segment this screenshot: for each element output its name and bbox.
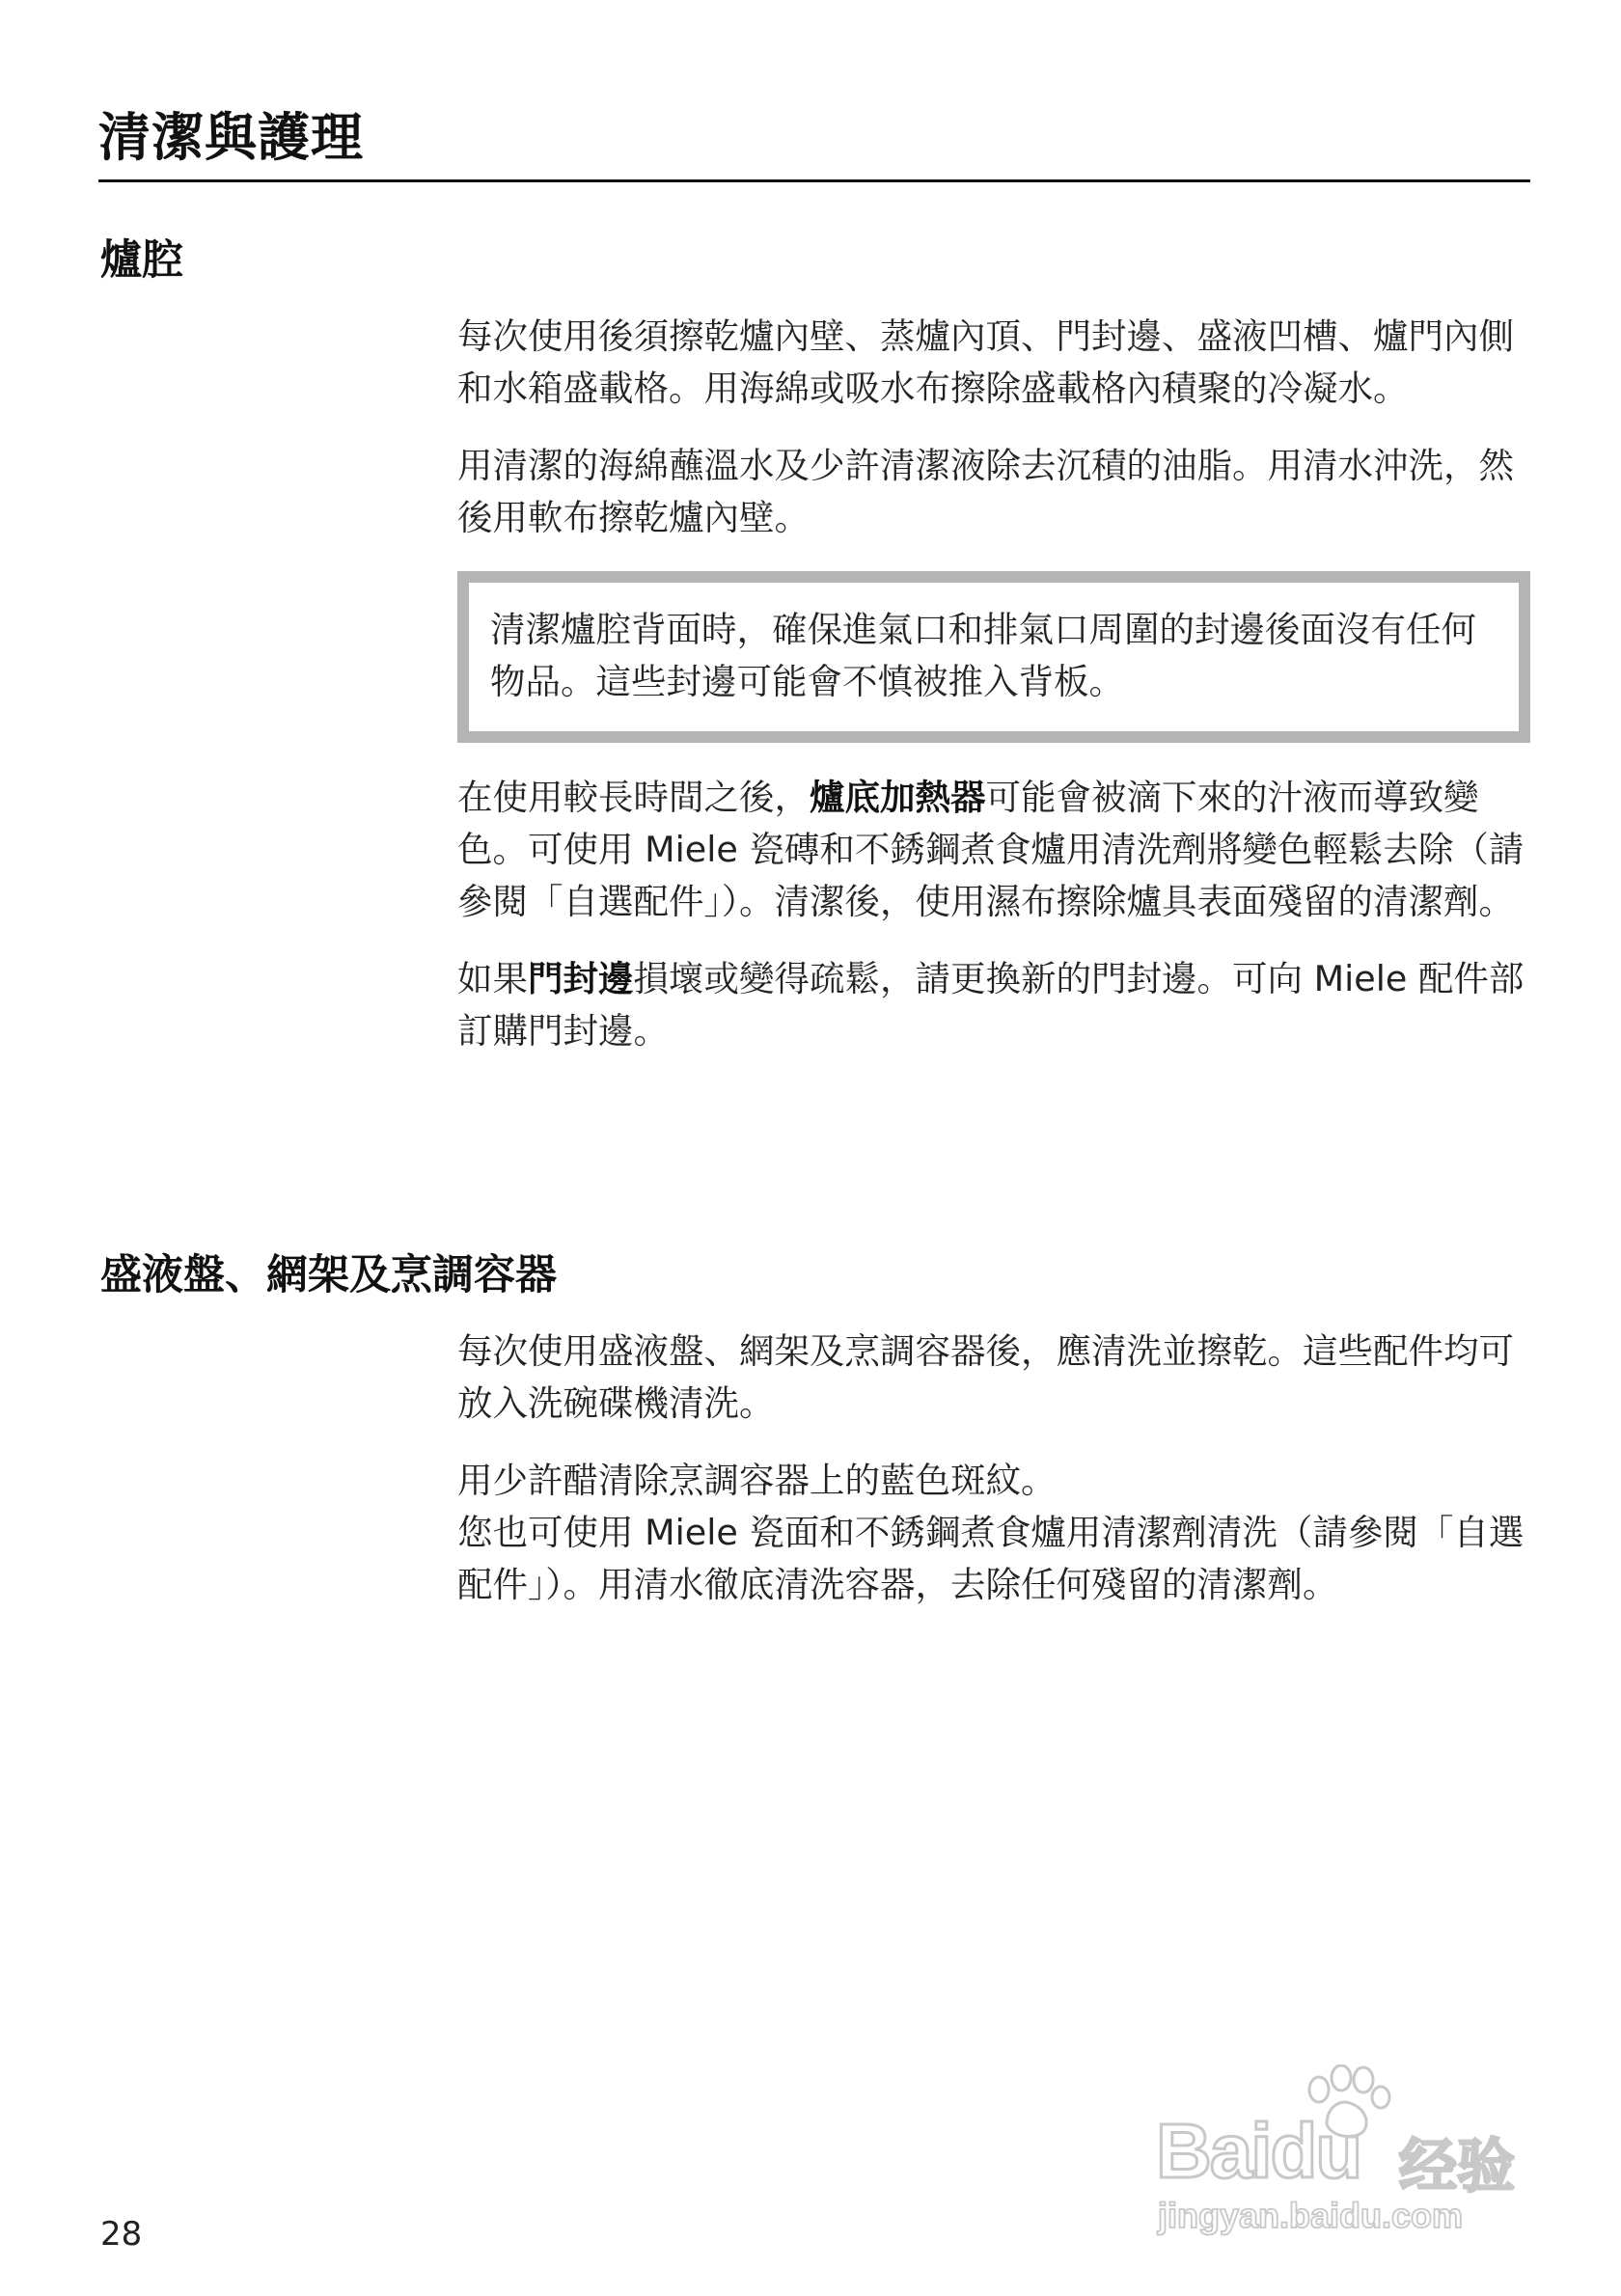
page-title: 清潔與護理 <box>98 107 364 168</box>
watermark-logo-text <box>1156 2107 1360 2196</box>
text-run: 您也可使用 Miele 瓷面和不銹鋼煮食爐用清潔劑清洗（請參閱「自選配件」）。用清水徹底清洗容器，去除任何殘留的清潔劑。 <box>457 1512 1525 1605</box>
bold-term-bottom-heater: 爐底加熱器 <box>810 777 986 818</box>
watermark-logo-part: du <box>1270 2108 1361 2194</box>
text-run: 如果 <box>457 958 528 999</box>
paragraph: 每次使用盛液盤、網架及烹調容器後，應清洗並擦乾。這些配件均可放入洗碗碟機清洗。 <box>457 1330 1514 1424</box>
section-body-accessories <box>457 1326 1530 1611</box>
note-box <box>457 571 1530 743</box>
paragraph <box>457 1455 1530 1611</box>
text-run: 在使用較長時間之後， <box>457 777 810 818</box>
note-text: 清潔爐腔背面時，確保進氣口和排氣口周圍的封邊後面沒有任何物品。這些封邊可能會不慎被推入背板。 <box>490 609 1476 702</box>
text-run: 損壞或變得疏鬆，請更換新的門封邊。可向 Miele 配件部訂購門封邊。 <box>457 958 1525 1052</box>
paragraph <box>457 953 1530 1057</box>
watermark-logo-part: Bai <box>1156 2108 1271 2194</box>
bold-term-door-seal: 門封邊 <box>528 958 634 999</box>
section-body-oven-cavity <box>457 311 1530 1057</box>
text-run: 用少許醋清除烹調容器上的藍色斑紋。 <box>457 1460 1057 1501</box>
section-heading-oven-cavity: 爐腔 <box>100 236 183 285</box>
section-heading-accessories: 盛液盤、網架及烹調容器 <box>100 1251 557 1299</box>
baidu-watermark <box>1139 2063 1544 2246</box>
text-run: 可能會被滴下來的汁液而導致變色。可使用 Miele 瓷磚和不銹鋼煮食爐用清洗劑將變色輕鬆去除（請參閱「自選配件」）。清潔後，使用濕布擦除爐具表面殘留的清潔劑。 <box>457 777 1525 922</box>
paragraph: 每次使用後須擦乾爐內壁、蒸爐內頂、門封邊、盛液凹槽、爐門內側和水箱盛載格。用海綿或吸水布擦除盛載格內積聚的冷凝水。 <box>457 315 1514 409</box>
title-divider <box>98 179 1530 182</box>
paragraph: 用清潔的海綿蘸溫水及少許清潔液除去沉積的油脂。用清水沖洗，然後用軟布擦乾爐內壁。 <box>457 445 1514 538</box>
page-number: 28 <box>100 2215 143 2254</box>
watermark-chinese-text: 经验 <box>1399 2133 1515 2200</box>
paragraph <box>457 772 1530 928</box>
watermark-url: jingyan.baidu.com <box>1158 2196 1464 2235</box>
